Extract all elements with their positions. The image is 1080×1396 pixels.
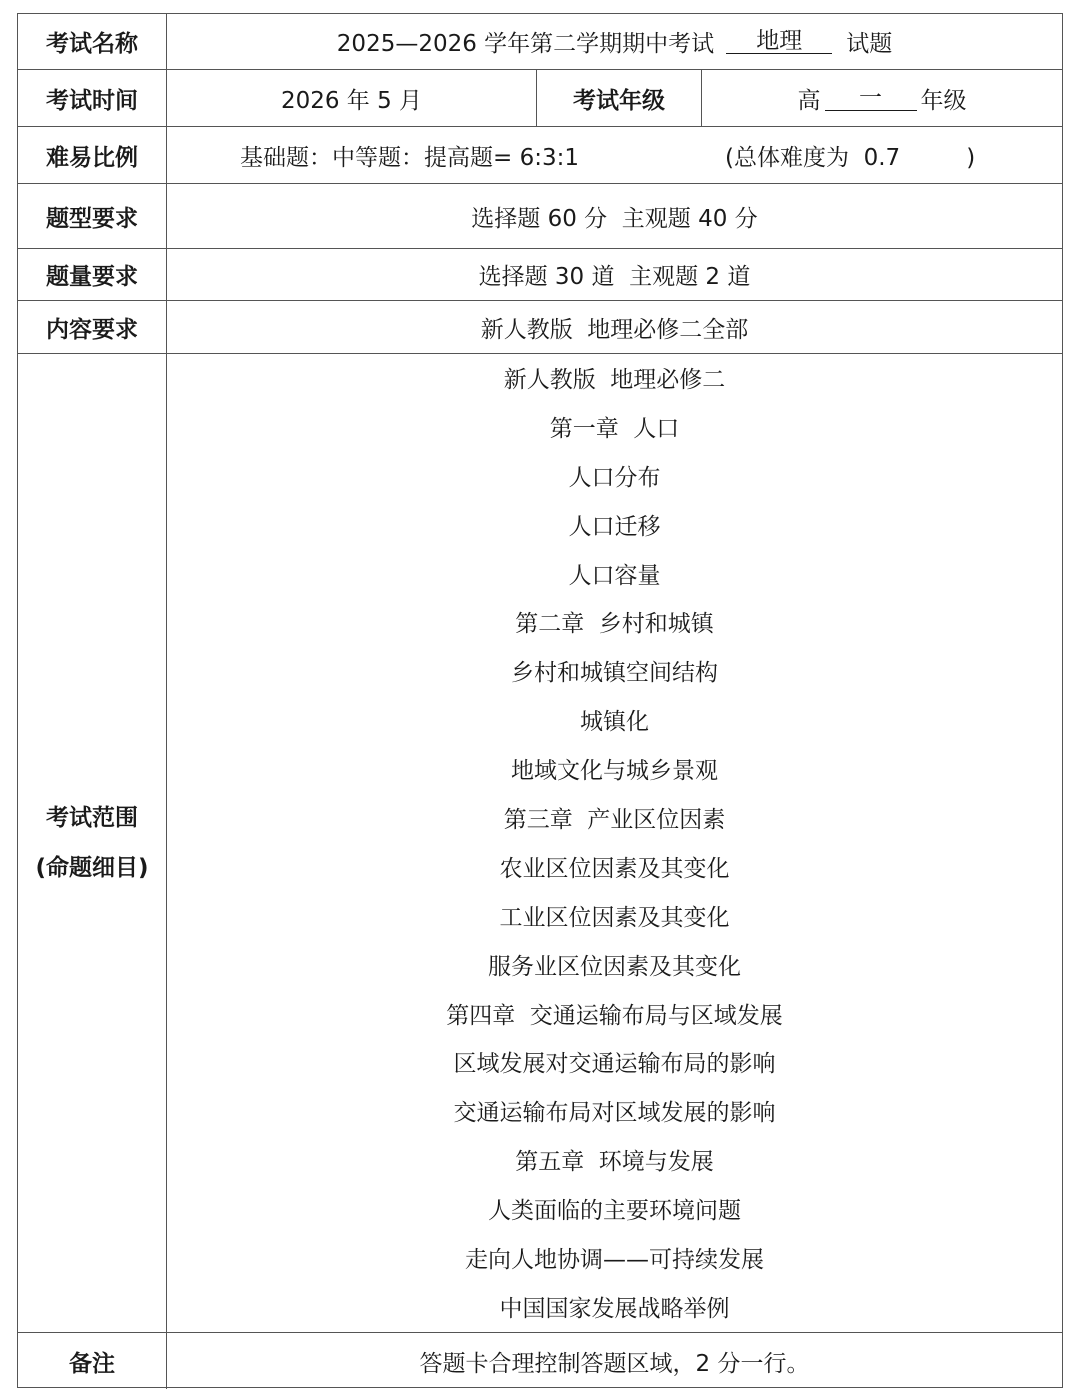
scope-label-line2: (命题细目) [35,855,149,881]
scope-item: 第三章 产业区位因素 [503,807,726,834]
exam-name-prefix: 2025—2026 学年第二学期期中考试 [336,31,715,57]
exam-name-suffix: 试题 [846,31,893,57]
scope-item: 人口分布 [568,464,661,491]
overall-value: 0.7 [863,144,901,171]
difficulty-overall [725,139,975,172]
scope-item: 人类面临的主要环境问题 [488,1198,741,1225]
scope-item: 区域发展对交通运输布局的影响 [453,1051,776,1078]
grade-prefix: 高 [797,87,821,114]
exam-time-value: 2026 年 5 月 [167,70,537,126]
scope-label [18,354,167,1332]
scope-item: 第一章 人口 [549,415,680,442]
row-scope [18,354,1062,1333]
scope-item: 第五章 环境与发展 [515,1149,714,1176]
scope-list [167,354,1062,1332]
scope-item: 走向人地协调——可持续发展 [465,1247,764,1274]
exam-name-label: 考试名称 [18,14,167,69]
row-content [18,301,1062,354]
row-exam-name [18,14,1062,70]
question-types-value: 选择题 60 分 主观题 40 分 [471,205,758,232]
row-question-types [18,184,1062,249]
scope-item: 地域文化与城乡景观 [511,758,718,785]
scope-item: 第四章 交通运输布局与区域发展 [446,1002,783,1029]
scope-label-line1: 考试范围 [46,805,138,831]
row-question-count [18,249,1062,301]
scope-item: 工业区位因素及其变化 [499,904,730,931]
exam-grade-label: 考试年级 [537,70,702,126]
grade-suffix: 年级 [920,87,967,114]
exam-time-label: 考试时间 [18,70,167,126]
scope-item: 中国国家发展战略举例 [499,1295,730,1322]
content-label: 内容要求 [18,301,167,353]
scope-item: 服务业区位因素及其变化 [488,953,741,980]
scope-item: 人口迁移 [568,513,661,540]
question-count-label: 题量要求 [18,249,167,300]
remarks-value: 答题卡合理控制答题区域，2 分一行。 [419,1350,810,1377]
scope-item: 新人教版 地理必修二 [503,367,726,393]
remarks-label: 备注 [18,1333,167,1389]
exam-spec-table [17,13,1063,1388]
scope-item: 第二章 乡村和城镇 [515,611,714,638]
row-exam-time [18,70,1062,127]
overall-prefix: (总体难度为 [725,144,849,171]
content-value: 新人教版 地理必修二全部 [480,316,749,343]
scope-item: 城镇化 [580,709,649,736]
difficulty-label: 难易比例 [18,127,167,183]
scope-item: 农业区位因素及其变化 [499,855,730,882]
question-count-value: 选择题 30 道 主观题 2 道 [478,264,751,290]
row-difficulty [18,127,1062,184]
exam-name-value [167,14,1062,69]
scope-item: 交通运输布局对区域发展的影响 [453,1100,776,1127]
scope-item: 人口容量 [568,562,661,589]
overall-suffix: ) [966,144,976,171]
exam-grade-value [702,70,1062,126]
row-remarks [18,1333,1062,1389]
grade-blank: 一 [825,86,917,111]
question-types-label: 题型要求 [18,184,167,248]
difficulty-ratio: 基础题：中等题：提高题= 6:3:1 [240,144,579,171]
scope-item: 乡村和城镇空间结构 [511,660,718,687]
difficulty-value [167,127,1062,183]
exam-subject-blank: 地理 [726,29,832,54]
